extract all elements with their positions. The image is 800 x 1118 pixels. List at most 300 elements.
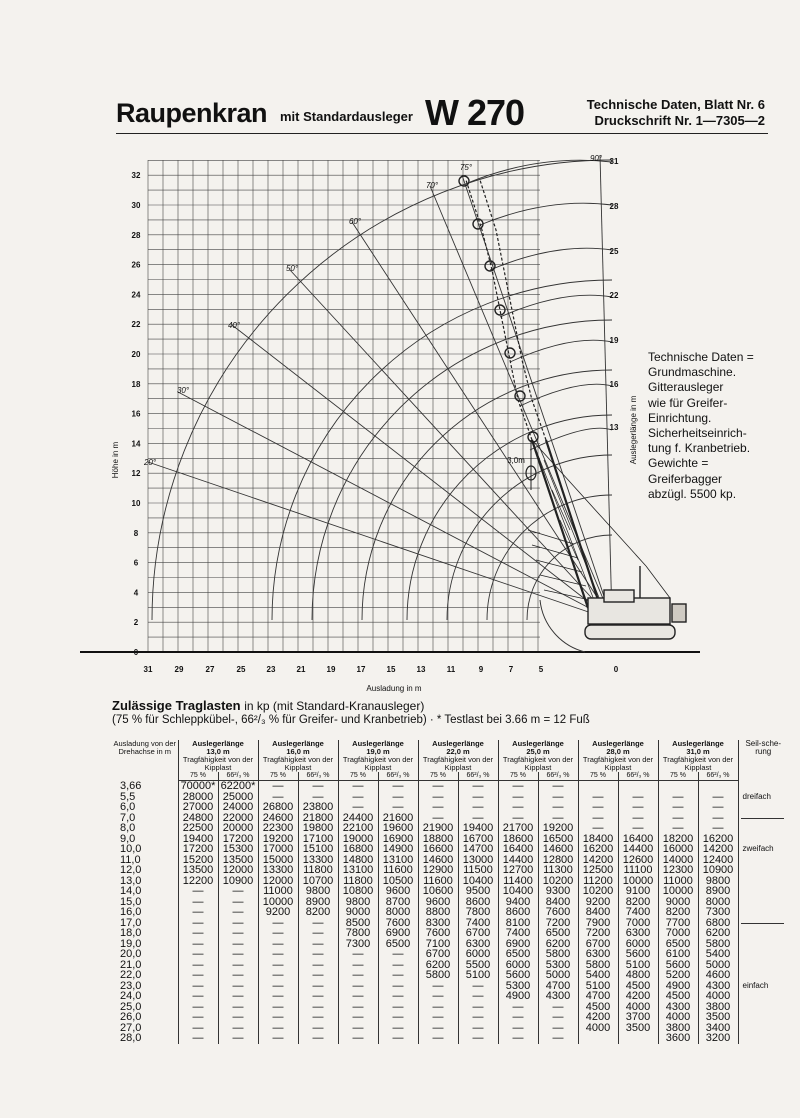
- capacity-cell: —: [178, 1002, 218, 1013]
- capacity-cell: —: [378, 781, 418, 792]
- reeving-cell: [738, 865, 788, 876]
- capacity-cell: 10800: [338, 886, 378, 897]
- capacity-cell: 11600: [418, 876, 458, 887]
- reeving-cell: [738, 802, 788, 813]
- capacity-cell: 11600: [378, 865, 418, 876]
- capacity-cell: —: [378, 981, 418, 992]
- capacity-cell: 7200: [538, 918, 578, 929]
- capacity-cell: 4500: [578, 1002, 618, 1013]
- capacity-cell: —: [338, 1023, 378, 1034]
- capacity-cell: —: [178, 960, 218, 971]
- radius-cell: 9,0: [120, 832, 136, 845]
- capacity-cell: 9200: [258, 907, 298, 918]
- reeving-header: Seil-sche-rung: [738, 740, 788, 781]
- capacity-cell: —: [498, 1002, 538, 1013]
- boom-tip-curves: [470, 160, 612, 450]
- angle-label: 75°: [459, 163, 473, 172]
- page-title: Raupenkran: [116, 98, 268, 128]
- capacity-cell: 6500: [378, 939, 418, 950]
- capacity-cell: —: [298, 792, 338, 803]
- capacity-cell: —: [538, 781, 578, 792]
- side-note-line: Technische Daten =: [648, 350, 754, 364]
- capacity-cell: 10400: [458, 876, 498, 887]
- capacity-cell: 9000: [338, 907, 378, 918]
- table-row: [112, 886, 788, 897]
- capacity-cell: [578, 781, 618, 792]
- boom-axis-title: Auslegerlänge in m: [629, 395, 638, 465]
- reeving-cell: [738, 813, 788, 824]
- capacity-cell: 5400: [578, 970, 618, 981]
- capacity-cell: —: [178, 918, 218, 929]
- boom-header: Auslegerlänge 13,0 m Tragfähigkeit von der Kipplast: [178, 740, 258, 772]
- side-note-line: Grundmaschine.: [648, 365, 737, 380]
- capacity-cell: —: [178, 970, 218, 981]
- capacity-cell: —: [258, 792, 298, 803]
- capacity-cell: 7000: [618, 918, 658, 929]
- capacity-cell: —: [458, 981, 498, 992]
- capacity-cell: 4900: [658, 981, 698, 992]
- capacity-cell: 17200: [218, 834, 258, 845]
- reeving-cell: [738, 991, 788, 1002]
- capacity-cell: —: [258, 981, 298, 992]
- capacity-cell: 4300: [658, 1002, 698, 1013]
- x-tick-label: 29: [174, 665, 184, 674]
- jib-label: 3,0m: [507, 456, 525, 465]
- table-row: [112, 928, 788, 939]
- y-tick-label: 32: [131, 171, 141, 181]
- capacity-cell: —: [658, 792, 698, 803]
- capacity-cell: —: [178, 1033, 218, 1044]
- table-row: [112, 970, 788, 981]
- load-capacity-table: [112, 740, 788, 1044]
- capacity-cell: 11800: [338, 876, 378, 887]
- capacity-cell: 6800: [698, 918, 738, 929]
- x-tick-label: 17: [356, 665, 366, 674]
- capacity-cell: 18600: [498, 834, 538, 845]
- reeving-cell: [738, 970, 788, 981]
- capacity-cell: 6000: [618, 939, 658, 950]
- capacity-cell: —: [258, 949, 298, 960]
- capacity-cell: —: [498, 1023, 538, 1034]
- capacity-cell: 16600: [418, 844, 458, 855]
- capacity-cell: —: [338, 781, 378, 792]
- reeving-cell: [738, 1012, 788, 1023]
- angle-label: 20°: [143, 458, 157, 467]
- capacity-cell: —: [178, 886, 218, 897]
- angle-label: 50°: [285, 264, 299, 273]
- radius-cell: 17,0: [120, 916, 142, 929]
- capacity-cell: 10000: [258, 897, 298, 908]
- capacity-cell: 17200: [178, 844, 218, 855]
- capacity-cell: 14000: [658, 855, 698, 866]
- capacity-cell: 7100: [418, 939, 458, 950]
- capacity-cell: —: [338, 1012, 378, 1023]
- capacity-cell: [618, 781, 658, 792]
- capacity-cell: 24000: [218, 802, 258, 813]
- reeving-cell: zweifach: [738, 844, 788, 855]
- capacity-cell: 5600: [618, 949, 658, 960]
- capacity-cell: 13500: [218, 855, 258, 866]
- x-tick-label: 27: [205, 665, 215, 674]
- capacity-cell: 6300: [578, 949, 618, 960]
- capacity-cell: 4500: [658, 991, 698, 1002]
- capacity-cell: —: [218, 1012, 258, 1023]
- capacity-cell: 10000: [618, 876, 658, 887]
- capacity-cell: 6900: [498, 939, 538, 950]
- capacity-cell: 5800: [578, 960, 618, 971]
- capacity-cell: 8100: [498, 918, 538, 929]
- y-axis-title: Höhe in m: [111, 441, 120, 479]
- capacity-cell: —: [378, 970, 418, 981]
- capacity-cell: 19600: [378, 823, 418, 834]
- capacity-cell: —: [218, 960, 258, 971]
- capacity-cell: 13300: [298, 855, 338, 866]
- capacity-cell: 21600: [378, 813, 418, 824]
- capacity-cell: 11000: [658, 876, 698, 887]
- capacity-cell: 4300: [538, 991, 578, 1002]
- capacity-cell: 21700: [498, 823, 538, 834]
- x-tick-label: 19: [326, 665, 336, 674]
- capacity-cell: 20000: [218, 823, 258, 834]
- capacity-cell: —: [418, 981, 458, 992]
- capacity-cell: 14600: [418, 855, 458, 866]
- radius-cell: 13,0: [120, 874, 142, 887]
- radius-cell: 21,0: [120, 958, 142, 971]
- capacity-cell: 7700: [658, 918, 698, 929]
- capacity-cell: 16900: [378, 834, 418, 845]
- radius-arcs: [152, 160, 612, 620]
- capacity-cell: 3800: [698, 1002, 738, 1013]
- brochure-number: Druckschrift Nr. 1—7305—2: [594, 113, 765, 128]
- capacity-cell: —: [618, 823, 658, 834]
- capacity-cell: 14400: [498, 855, 538, 866]
- loads-note: (75 % für Schleppkübel-, 66²/₃ % für Greifer- und Kranbetrieb) · * Testlast bei 3.66 m = 12 Fuß: [112, 714, 590, 726]
- capacity-cell: 6000: [498, 960, 538, 971]
- capacity-cell: 8000: [698, 897, 738, 908]
- model-name: W 270: [425, 92, 525, 133]
- capacity-cell: —: [658, 823, 698, 834]
- capacity-cell: —: [298, 949, 338, 960]
- capacity-cell: —: [218, 981, 258, 992]
- capacity-cell: —: [218, 886, 258, 897]
- capacity-cell: —: [578, 813, 618, 824]
- pct-header: 66²/₃ %: [458, 772, 498, 781]
- radius-cell: 27,0: [120, 1021, 142, 1034]
- capacity-cell: [698, 781, 738, 792]
- capacity-cell: 7400: [458, 918, 498, 929]
- capacity-cell: 5800: [538, 949, 578, 960]
- capacity-cell: 3500: [698, 1012, 738, 1023]
- x-tick-label: 23: [266, 665, 276, 674]
- table-row: [112, 949, 788, 960]
- capacity-cell: 28000: [178, 792, 218, 803]
- capacity-cell: —: [258, 781, 298, 792]
- capacity-cell: 19400: [178, 834, 218, 845]
- side-note-line: tung f. Kranbetrieb.: [648, 441, 751, 456]
- capacity-cell: 11200: [578, 876, 618, 887]
- radius-cell: 22,0: [120, 969, 142, 981]
- capacity-cell: —: [298, 991, 338, 1002]
- x-tick-label: 5: [538, 665, 544, 674]
- capacity-cell: 10200: [578, 886, 618, 897]
- capacity-cell: 12300: [658, 865, 698, 876]
- capacity-cell: —: [298, 1023, 338, 1034]
- pct-header: 66²/₃ %: [298, 772, 338, 781]
- capacity-cell: —: [178, 1023, 218, 1034]
- boom-tip-curve: [500, 295, 612, 317]
- side-note-line: wie für Greifer-: [648, 395, 728, 410]
- capacity-cell: 8400: [578, 907, 618, 918]
- capacity-cell: 6200: [698, 928, 738, 939]
- capacity-cell: 7400: [498, 928, 538, 939]
- capacity-cell: 6200: [418, 960, 458, 971]
- reeving-cell: [738, 855, 788, 866]
- capacity-cell: 21800: [298, 813, 338, 824]
- angle-label: 30°: [176, 386, 190, 395]
- x-tick-label: 25: [236, 665, 246, 674]
- angle-rays: [148, 155, 612, 620]
- capacity-cell: —: [378, 991, 418, 1002]
- capacity-cell: 9100: [618, 886, 658, 897]
- diagram-grid: [148, 160, 540, 652]
- capacity-cell: —: [498, 792, 538, 803]
- capacity-cell: 5800: [698, 939, 738, 950]
- capacity-cell: 8900: [298, 897, 338, 908]
- capacity-cell: 5000: [698, 960, 738, 971]
- boom-tip-curve: [480, 203, 612, 225]
- capacity-cell: —: [498, 1033, 538, 1044]
- capacity-cell: 10900: [218, 876, 258, 887]
- x-tick-label: 31: [143, 665, 153, 674]
- capacity-cell: 8400: [538, 897, 578, 908]
- table-row: [112, 865, 788, 876]
- radius-header: Ausladung von der Drehachse in m: [113, 739, 177, 756]
- angle-ray: [232, 325, 612, 620]
- capacity-cell: —: [458, 1002, 498, 1013]
- capacity-cell: 5300: [538, 960, 578, 971]
- capacity-cell: —: [258, 960, 298, 971]
- capacity-cell: 8000: [378, 907, 418, 918]
- capacity-cell: 17000: [258, 844, 298, 855]
- capacity-cell: 7300: [698, 907, 738, 918]
- capacity-cell: —: [578, 823, 618, 834]
- radius-arc: [272, 280, 612, 620]
- capacity-cell: 6700: [418, 949, 458, 960]
- capacity-cell: —: [418, 1002, 458, 1013]
- pct-header: 75 %: [178, 772, 218, 781]
- reeving-cell: [738, 781, 788, 792]
- pct-header: 66²/₃ %: [538, 772, 578, 781]
- capacity-cell: 22500: [178, 823, 218, 834]
- capacity-cell: 6900: [378, 928, 418, 939]
- capacity-cell: 3700: [618, 1012, 658, 1023]
- capacity-cell: 5300: [498, 981, 538, 992]
- table-row: [112, 1033, 788, 1044]
- side-note-line: abzügl. 5500 kp.: [648, 486, 737, 501]
- capacity-cell: —: [218, 907, 258, 918]
- capacity-cell: 5600: [498, 970, 538, 981]
- capacity-cell: —: [298, 939, 338, 950]
- capacity-cell: —: [298, 1012, 338, 1023]
- capacity-cell: —: [458, 802, 498, 813]
- table-row: [112, 907, 788, 918]
- capacity-cell: —: [178, 939, 218, 950]
- capacity-cell: —: [578, 802, 618, 813]
- capacity-cell: —: [538, 792, 578, 803]
- capacity-cell: —: [618, 813, 658, 824]
- radius-cell: 3,66: [120, 779, 142, 792]
- sheet-number: Technische Daten, Blatt Nr. 6: [586, 97, 765, 112]
- capacity-cell: 8200: [298, 907, 338, 918]
- pct-header: 66²/₃ %: [218, 772, 258, 781]
- capacity-cell: —: [338, 991, 378, 1002]
- capacity-cell: 10500: [378, 876, 418, 887]
- capacity-cell: 18200: [658, 834, 698, 845]
- capacity-cell: 22300: [258, 823, 298, 834]
- boom-length-label: 13: [609, 423, 619, 432]
- reeving-cell: [738, 876, 788, 887]
- capacity-cell: 6100: [658, 949, 698, 960]
- capacity-cell: —: [418, 802, 458, 813]
- radius-cell: 25,0: [120, 1000, 142, 1013]
- capacity-cell: 3600: [658, 1033, 698, 1044]
- capacity-cell: —: [298, 970, 338, 981]
- capacity-cell: 19200: [258, 834, 298, 845]
- capacity-cell: —: [338, 960, 378, 971]
- capacity-cell: 6300: [618, 928, 658, 939]
- capacity-cell: —: [218, 1002, 258, 1013]
- capacity-cell: —: [458, 781, 498, 792]
- capacity-cell: 14200: [698, 844, 738, 855]
- capacity-cell: 5100: [458, 970, 498, 981]
- capacity-cell: 13500: [178, 865, 218, 876]
- capacity-cell: —: [498, 781, 538, 792]
- capacity-cell: 12400: [698, 855, 738, 866]
- boom-length-label: 25: [609, 247, 619, 256]
- capacity-cell: 14400: [618, 844, 658, 855]
- capacity-cell: 18800: [418, 834, 458, 845]
- table-row: [112, 823, 788, 834]
- radius-cell: 28,0: [120, 1032, 142, 1044]
- capacity-cell: —: [538, 1012, 578, 1023]
- capacity-cell: —: [178, 897, 218, 908]
- boom-header: Auslegerlänge 19,0 m Tragfähigkeit von der Kipplast: [338, 740, 418, 772]
- capacity-cell: —: [458, 792, 498, 803]
- capacity-cell: —: [378, 1002, 418, 1013]
- table-row: [112, 781, 788, 792]
- y-tick-label: 26: [131, 260, 141, 270]
- y-tick-label: 4: [133, 588, 139, 598]
- capacity-cell: —: [258, 991, 298, 1002]
- capacity-cell: 27000: [178, 802, 218, 813]
- pct-header: 66²/₃ %: [618, 772, 658, 781]
- header-rule: [116, 133, 768, 134]
- boom-header: Auslegerlänge 16,0 m Tragfähigkeit von der Kipplast: [258, 740, 338, 772]
- capacity-cell: [658, 781, 698, 792]
- capacity-cell: 16700: [458, 834, 498, 845]
- capacity-cell: —: [218, 897, 258, 908]
- side-note-line: Greiferbagger: [648, 471, 723, 486]
- boom-length-label: 22: [609, 291, 619, 300]
- radius-cell: 19,0: [120, 937, 142, 950]
- capacity-cell: 11800: [298, 865, 338, 876]
- capacity-cell: —: [458, 1012, 498, 1023]
- reeving-cell: [738, 939, 788, 950]
- capacity-cell: 15200: [178, 855, 218, 866]
- y-tick-label: 22: [131, 320, 141, 330]
- boom-header: Auslegerlänge 25,0 m Tragfähigkeit von der Kipplast: [498, 740, 578, 772]
- capacity-cell: 4200: [618, 991, 658, 1002]
- capacity-cell: 5400: [698, 949, 738, 960]
- capacity-cell: 6500: [498, 949, 538, 960]
- capacity-cell: 18400: [578, 834, 618, 845]
- capacity-cell: —: [258, 1023, 298, 1034]
- radius-cell: 26,0: [120, 1011, 142, 1023]
- capacity-cell: [578, 1033, 618, 1044]
- capacity-cell: 7300: [338, 939, 378, 950]
- capacity-cell: 11000: [258, 886, 298, 897]
- capacity-cell: 4000: [578, 1023, 618, 1034]
- capacity-cell: —: [418, 1012, 458, 1023]
- reeving-cell: [738, 823, 788, 834]
- radius-arc: [312, 320, 612, 620]
- capacity-cell: —: [338, 949, 378, 960]
- y-tick-label: 14: [131, 439, 141, 449]
- reeving-cell: [738, 1023, 788, 1034]
- capacity-cell: —: [698, 823, 738, 834]
- y-tick-label: 0: [133, 648, 139, 657]
- y-tick-label: 2: [133, 618, 139, 628]
- capacity-cell: —: [338, 970, 378, 981]
- capacity-cell: 13300: [258, 865, 298, 876]
- x-tick-label: 9: [478, 665, 484, 674]
- capacity-cell: 9200: [578, 897, 618, 908]
- reeving-cell: [738, 907, 788, 918]
- capacity-cell: 11500: [458, 865, 498, 876]
- capacity-cell: 25000: [218, 792, 258, 803]
- capacity-cell: —: [258, 970, 298, 981]
- capacity-cell: 12200: [178, 876, 218, 887]
- capacity-cell: 5600: [658, 960, 698, 971]
- capacity-cell: 11400: [498, 876, 538, 887]
- boom-length-label: 31: [609, 157, 619, 166]
- capacity-cell: 15000: [258, 855, 298, 866]
- x-tick-label: 15: [386, 665, 396, 674]
- capacity-cell: —: [298, 1002, 338, 1013]
- capacity-cell: 3500: [618, 1023, 658, 1034]
- capacity-cell: 62200*: [218, 781, 258, 792]
- capacity-cell: 9000: [658, 897, 698, 908]
- capacity-cell: 22100: [338, 823, 378, 834]
- capacity-cell: 16500: [538, 834, 578, 845]
- capacity-cell: 9600: [418, 897, 458, 908]
- capacity-cell: 19800: [298, 823, 338, 834]
- pct-header: 75 %: [258, 772, 298, 781]
- capacity-cell: 8800: [418, 907, 458, 918]
- capacity-cell: 6200: [538, 939, 578, 950]
- page-subtitle: mit Standardausleger: [280, 109, 413, 124]
- capacity-cell: 9800: [298, 886, 338, 897]
- capacity-cell: —: [178, 949, 218, 960]
- y-tick-label: 12: [131, 469, 141, 479]
- y-tick-label: 6: [133, 558, 139, 568]
- capacity-cell: —: [538, 1033, 578, 1044]
- capacity-cell: 9500: [458, 886, 498, 897]
- capacity-cell: 8600: [498, 907, 538, 918]
- capacity-cell: —: [218, 918, 258, 929]
- y-tick-label: 16: [131, 409, 141, 419]
- capacity-cell: 11100: [618, 865, 658, 876]
